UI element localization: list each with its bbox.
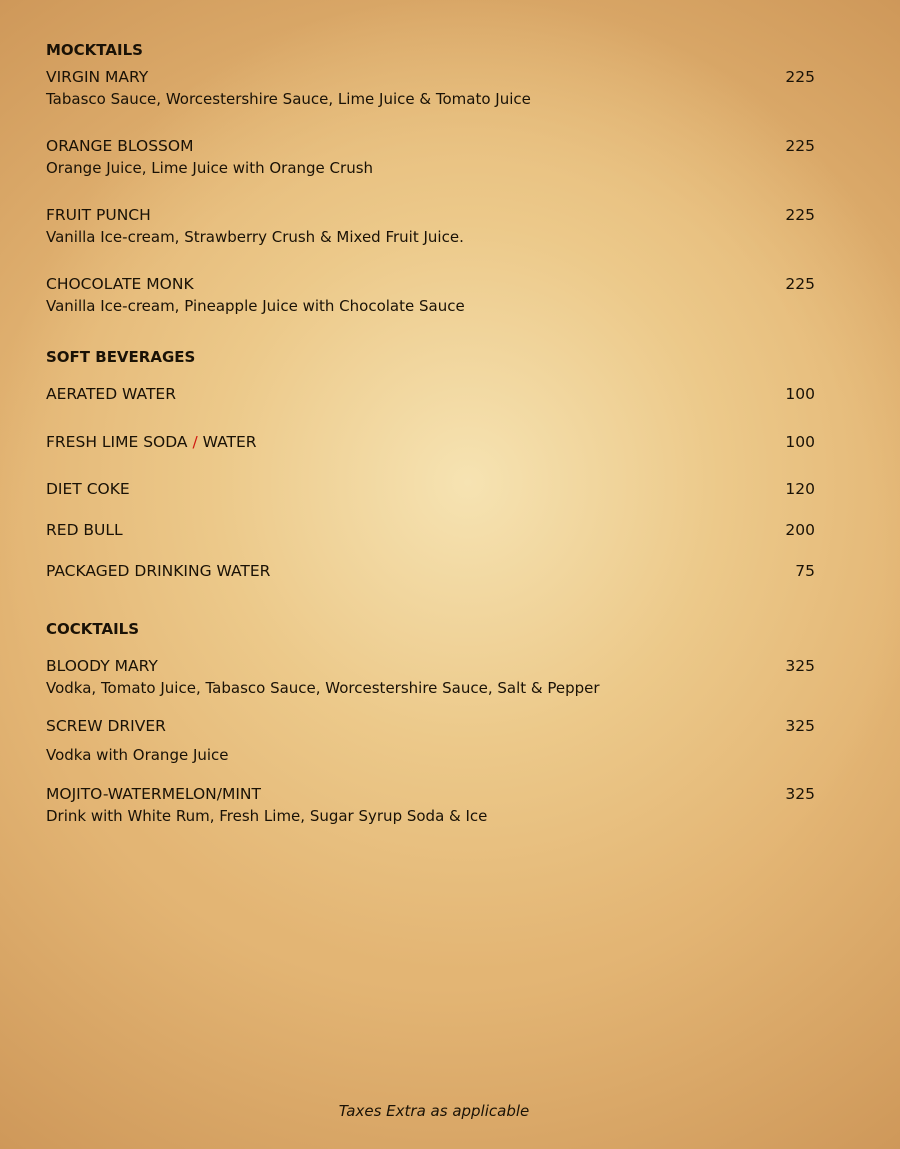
item-name: VIRGIN MARY	[46, 68, 149, 86]
item-name: PACKAGED DRINKING WATER	[46, 562, 271, 580]
item-price: 200	[785, 521, 815, 539]
item-name: FRUIT PUNCH	[46, 206, 151, 224]
item-name-fresh-lime-soda	[46, 433, 257, 451]
section-title-cocktails: COCKTAILS	[46, 620, 140, 638]
item-description: Vodka, Tomato Juice, Tabasco Sauce, Worcestershire Sauce, Salt & Pepper	[46, 679, 600, 697]
item-name-part: WATER	[202, 433, 257, 451]
item-name-part: FRESH LIME SODA	[46, 433, 188, 451]
item-price: 225	[785, 206, 815, 224]
item-description: Vodka with Orange Juice	[46, 746, 229, 764]
item-name: RED BULL	[46, 521, 123, 539]
taxes-note: Taxes Extra as applicable	[338, 1102, 530, 1120]
item-price: 100	[785, 433, 815, 451]
item-description: Vanilla Ice-cream, Strawberry Crush & Mixed Fruit Juice.	[46, 228, 464, 246]
item-name: ORANGE BLOSSOM	[46, 137, 194, 155]
item-name: SCREW DRIVER	[46, 717, 166, 735]
item-description: Drink with White Rum, Fresh Lime, Sugar Syrup Soda & Ice	[46, 807, 488, 825]
item-name: AERATED WATER	[46, 385, 176, 403]
section-title-soft-beverages: SOFT BEVERAGES	[46, 348, 196, 366]
item-description: Orange Juice, Lime Juice with Orange Crush	[46, 159, 374, 177]
item-price: 225	[785, 137, 815, 155]
section-title-mocktails: MOCKTAILS	[46, 41, 143, 59]
item-description: Vanilla Ice-cream, Pineapple Juice with Chocolate Sauce	[46, 297, 465, 315]
item-price: 325	[785, 717, 815, 735]
item-name: BLOODY MARY	[46, 657, 158, 675]
item-price: 225	[785, 68, 815, 86]
item-price: 120	[785, 480, 815, 498]
item-price: 100	[785, 385, 815, 403]
item-price: 325	[785, 785, 815, 803]
item-name: DIET COKE	[46, 480, 130, 498]
item-price: 75	[795, 562, 815, 580]
item-name: MOJITO-WATERMELON/MINT	[46, 785, 261, 803]
item-price: 225	[785, 275, 815, 293]
item-description: Tabasco Sauce, Worcestershire Sauce, Lime Juice & Tomato Juice	[46, 90, 531, 108]
slash-separator: /	[192, 433, 198, 451]
item-name: CHOCOLATE MONK	[46, 275, 194, 293]
item-price: 325	[785, 657, 815, 675]
